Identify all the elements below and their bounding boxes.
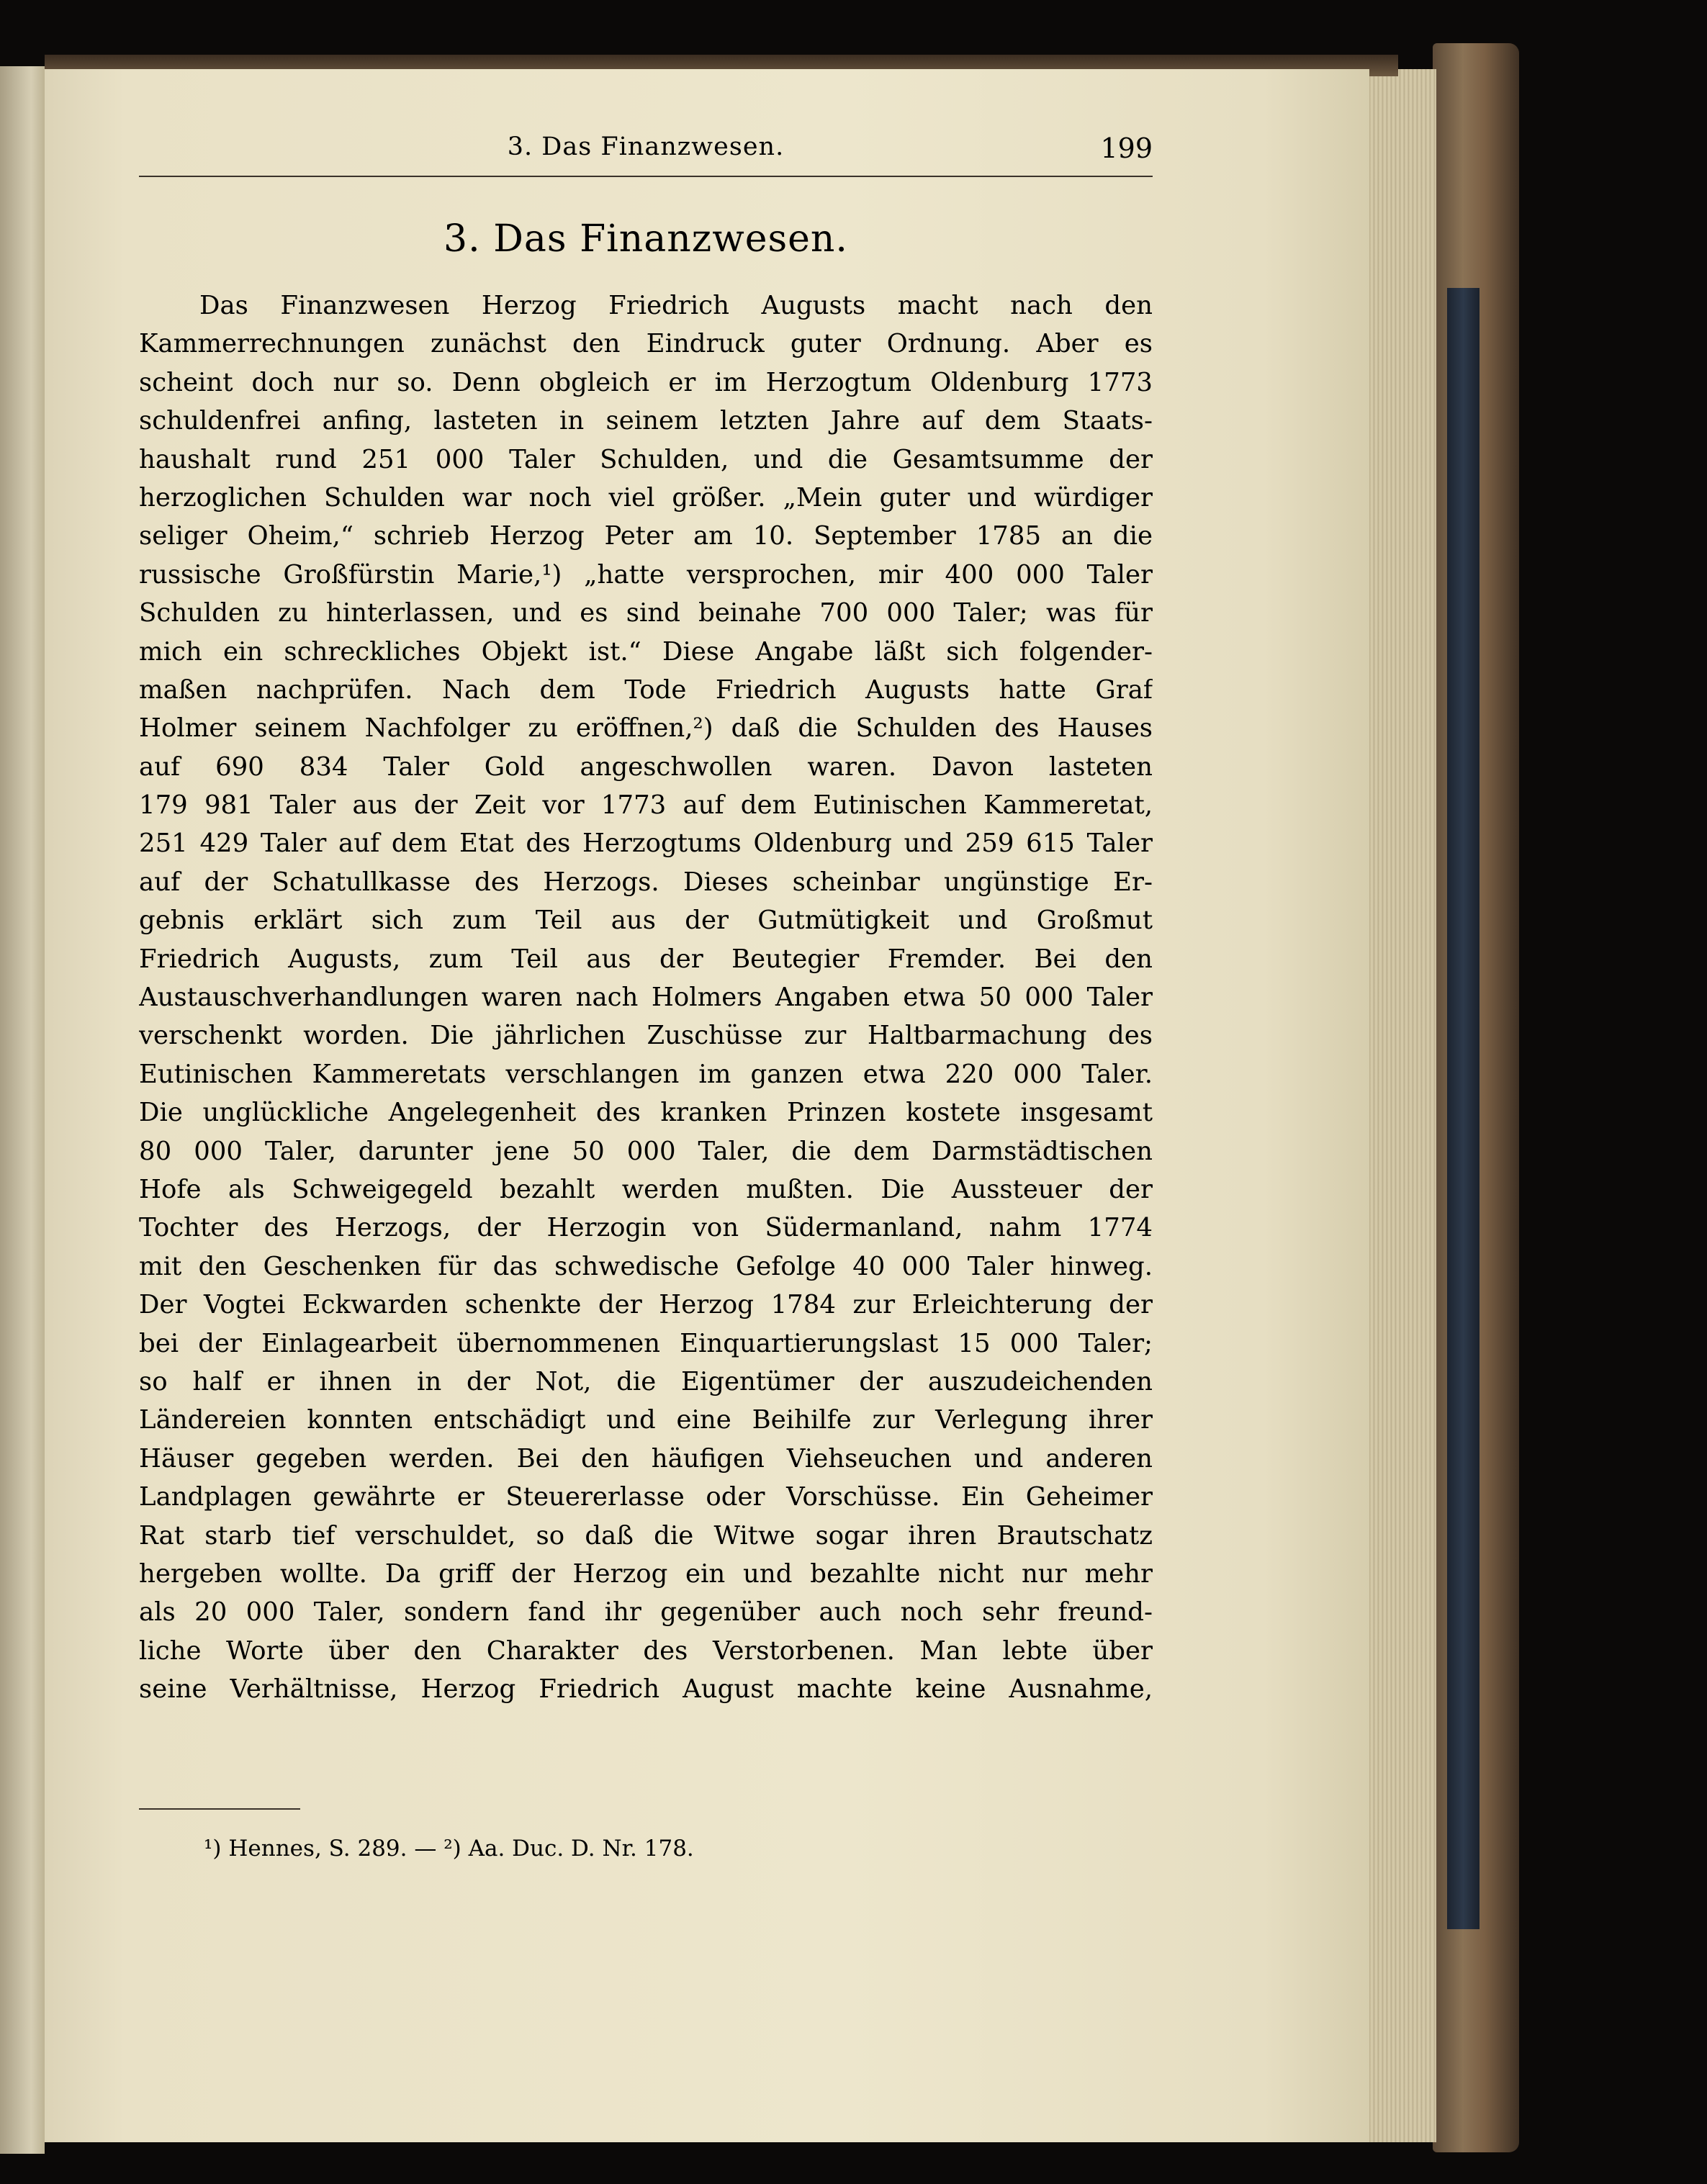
text-line: Eutinischen Kammeretats verschlangen im ganzen etwa 220 000 Taler. [139, 1059, 1153, 1089]
text-line: 251 429 Taler auf dem Etat des Herzogtums Oldenburg und 259 615 Taler [139, 829, 1153, 859]
text-line: seliger Oheim,“ schrieb Herzog Peter am 10. September 1785 an die [139, 521, 1153, 551]
body-text [139, 286, 1153, 1708]
text-line: 179 981 Taler aus der Zeit vor 1773 auf dem Eutinischen Kammeretat, [139, 790, 1153, 821]
text-line: Häuser gegeben werden. Bei den häufigen Viehseuchen und anderen [139, 1443, 1153, 1474]
text-line: als 20 000 Taler, sondern fand ihr gegenüber auch noch sehr freund- [139, 1597, 1153, 1628]
running-title: 3. Das Finanzwesen. [507, 132, 785, 161]
text-line: seine Verhältnisse, Herzog Friedrich August machte keine Ausnahme, [139, 1674, 1153, 1705]
footnote-rule [139, 1808, 300, 1810]
text-line: schuldenfrei anfing, lasteten in seinem letzten Jahre auf dem Staats- [139, 406, 1153, 436]
text-line: gebnis erklärt sich zum Teil aus der Gutmütigkeit und Großmut [139, 906, 1153, 936]
text-line: auf der Schatullkasse des Herzogs. Dieses scheinbar ungünstige Er- [139, 867, 1153, 897]
cover-spine-strip [1447, 288, 1479, 1929]
text-line: 80 000 Taler, darunter jene 50 000 Taler, die dem Darmstädtischen [139, 1136, 1153, 1166]
text-line: auf 690 834 Taler Gold angeschwollen waren. Davon lasteten [139, 752, 1153, 782]
section-title: 3. Das Finanzwesen. [443, 217, 848, 261]
text-line: haushalt rund 251 000 Taler Schulden, und die Gesamtsumme der [139, 444, 1153, 474]
page-number: 199 [1100, 132, 1153, 164]
text-line: so half er ihnen in der Not, die Eigentümer der auszudeichenden [139, 1366, 1153, 1396]
text-line: Tochter des Herzogs, der Herzogin von Südermanland, nahm 1774 [139, 1213, 1153, 1243]
text-line: Holmer seinem Nachfolger zu eröffnen,²) daß die Schulden des Hauses [139, 713, 1153, 744]
text-line: russische Großfürstin Marie,¹) „hatte versprochen, mir 400 000 Taler [139, 559, 1153, 590]
footnotes: ¹) Hennes, S. 289. — ²) Aa. Duc. D. Nr. 178. [204, 1836, 694, 1862]
text-line: Die unglückliche Angelegenheit des kranken Prinzen kostete insgesamt [139, 1098, 1153, 1128]
text-line: Das Finanzwesen Herzog Friedrich Augusts macht nach den [199, 291, 1153, 320]
text-line: Der Vogtei Eckwarden schenkte der Herzog 1784 zur Erleichterung der [139, 1290, 1153, 1320]
text-line: Schulden zu hinterlassen, und es sind beinahe 700 000 Taler; was für [139, 598, 1153, 628]
text-line: Landplagen gewährte er Steuererlasse oder Vorschüsse. Ein Geheimer [139, 1482, 1153, 1512]
text-line: bei der Einlagearbeit übernommenen Einquartierungslast 15 000 Taler; [139, 1328, 1153, 1358]
running-header [139, 132, 1153, 177]
text-line: Hofe als Schweigegeld bezahlt werden mußten. Die Aussteuer der [139, 1174, 1153, 1204]
text-line: liche Worte über den Charakter des Verstorbenen. Man lebte über [139, 1635, 1153, 1666]
text-line: mich ein schreckliches Objekt ist.“ Diese Angabe läßt sich folgender- [139, 636, 1153, 667]
text-line: herzoglichen Schulden war noch viel größer. „Mein guter und würdiger [139, 482, 1153, 513]
left-page-edge [0, 66, 45, 2154]
text-line: mit den Geschenken für das schwedische Gefolge 40 000 Taler hinweg. [139, 1251, 1153, 1281]
text-line: Rat starb tief verschuldet, so daß die Witwe sogar ihren Brautschatz [139, 1520, 1153, 1551]
text-line: maßen nachprüfen. Nach dem Tode Friedrich Augusts hatte Graf [139, 674, 1153, 705]
text-line: hergeben wollte. Da griff der Herzog ein und bezahlte nicht nur mehr [139, 1558, 1153, 1589]
text-line: Austauschverhandlungen waren nach Holmers Angaben etwa 50 000 Taler [139, 983, 1153, 1013]
text-line: Kammerrechnungen zunächst den Eindruck guter Ordnung. Aber es [139, 329, 1153, 359]
text-line: Ländereien konnten entschädigt und eine Beihilfe zur Verlegung ihrer [139, 1405, 1153, 1435]
text-line: verschenkt worden. Die jährlichen Zuschüsse zur Haltbarmachung des [139, 1021, 1153, 1051]
text-line: Friedrich Augusts, zum Teil aus der Beutegier Fremder. Bei den [139, 944, 1153, 974]
text-line: scheint doch nur so. Denn obgleich er im Herzogtum Oldenburg 1773 [139, 367, 1153, 397]
